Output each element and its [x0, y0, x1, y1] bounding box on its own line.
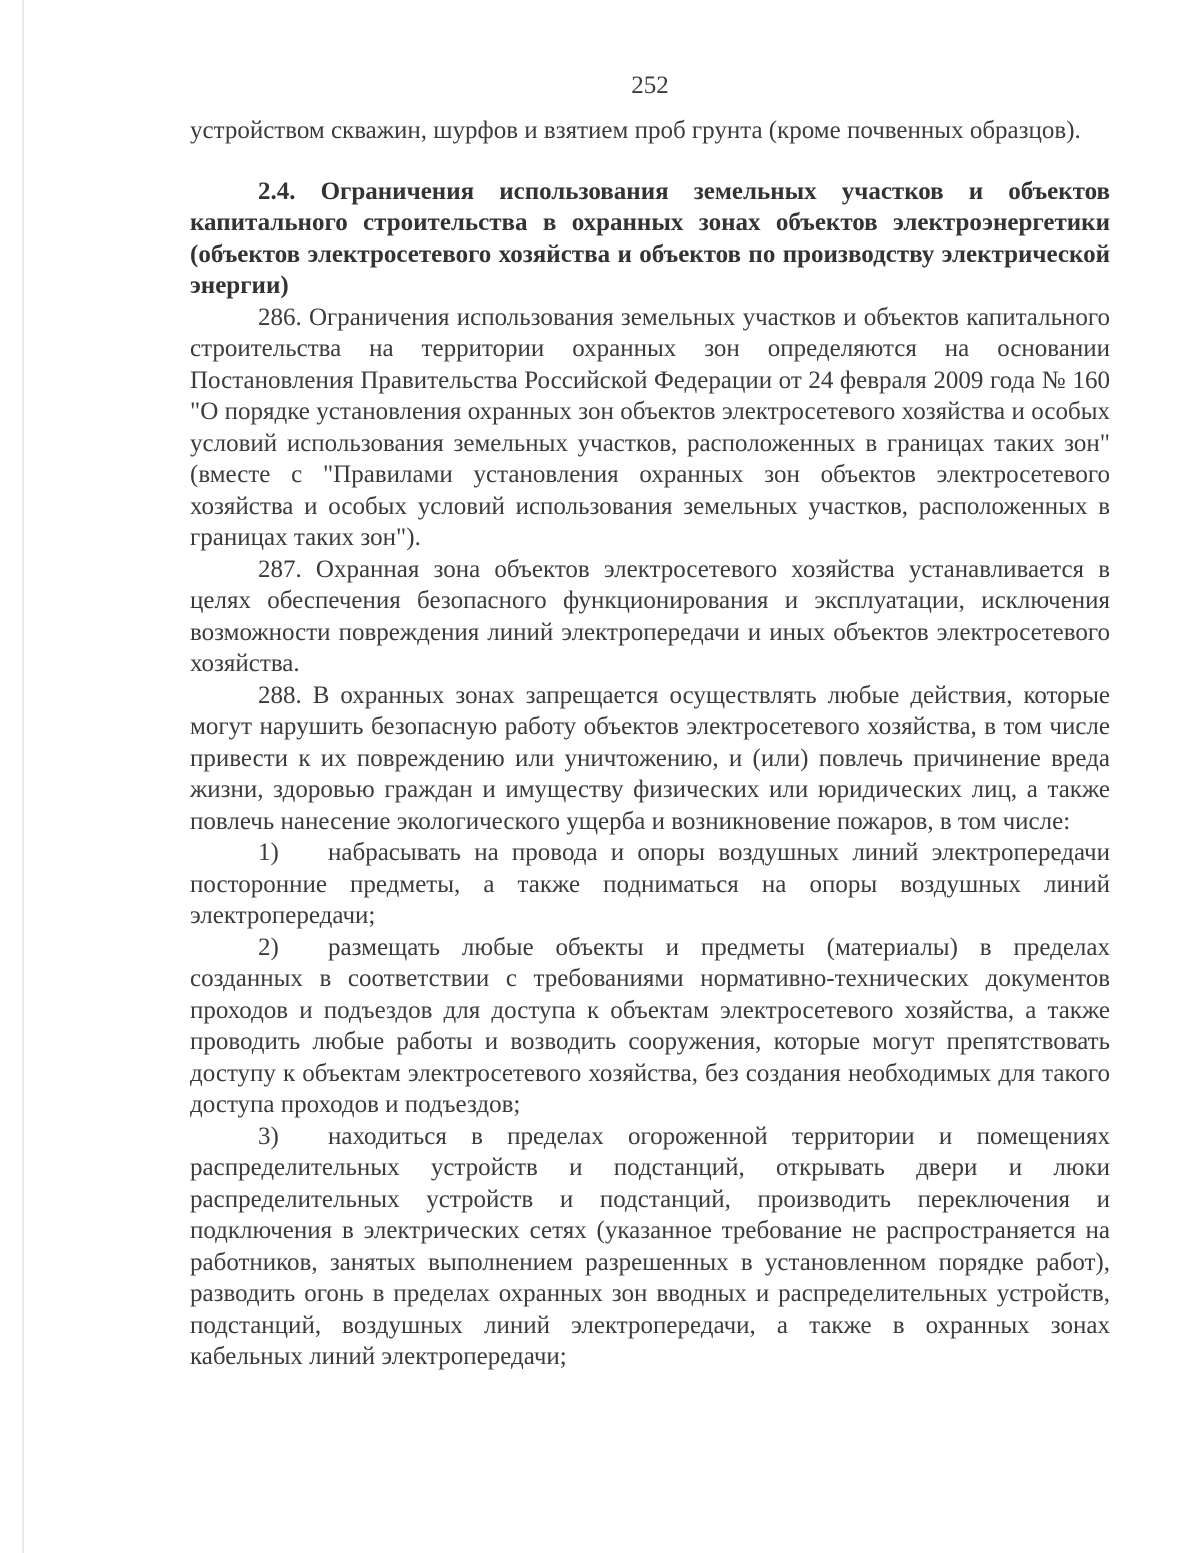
paragraph-286: [190, 302, 1110, 554]
paragraph-288: [190, 680, 1110, 838]
paragraph-287: [190, 554, 1110, 680]
continuation-paragraph: устройством скважин, шурфов и взятием проб грунта (кроме почвенных образцов).: [190, 117, 1081, 144]
section-number: 2.4.: [258, 177, 296, 205]
page-number: 252: [631, 72, 669, 99]
document-page: [190, 70, 1110, 1373]
paragraph-text: Охранная зона объектов электросетевого хозяйства устанавливается в целях обеспечения безопасного функционирования и эксплуатации, исключения возможности повреждения линий электропередачи и иных объектов электросетевого хозяйства.: [190, 555, 1110, 677]
list-item-2: [190, 932, 1110, 1121]
section-title: Ограничения использования земельных участков и объектов капитального строительства в охранных зонах объектов электроэнергетики (объектов электросетевого хозяйства и объектов по производству электрической энергии): [190, 177, 1110, 299]
list-item-text: размещать любые объекты и предметы (материалы) в пределах созданных в соответствии с требованиями нормативно-технических документов проходов и подъездов для доступа к объектам электросетевого хозяйства, а также проводить любые работы и возводить сооружения, которые могут препятствовать доступу к объектам электросетевого хозяйства, без создания необходимых для такого доступа проходов и подъездов;: [190, 933, 1110, 1118]
list-item-1: [190, 837, 1110, 932]
paragraph-number: 287.: [258, 555, 302, 583]
list-item-text: находиться в пределах огороженной территории и помещениях распределительных устройств и подстанций, открывать двери и люки распределительных устройств и подстанций, производить переключения и подключения в электрических сетях (указанное требование не распространяется на работников, занятых выполнением разрешенных в установленном порядке работ), разводить огонь в пределах охранных зон вводных и распределительных устройств, подстанций, воздушных линий электропередачи, а также в охранных зонах кабельных линий электропередачи;: [190, 1122, 1110, 1370]
list-item-number: 1): [258, 839, 279, 866]
paragraph-text: В охранных зонах запрещается осуществлять любые действия, которые могут нарушить безопасную работу объектов электросетевого хозяйства, в том числе привести к их повреждению или уничтожению, и (или) повлечь причинение вреда жизни, здоровью граждан и имуществу физических или юридических лиц, а также повлечь нанесение экологического ущерба и возникновение пожаров, в том числе:: [190, 681, 1110, 835]
page-edge: [22, 0, 24, 1553]
list-item-number: 3): [258, 1122, 279, 1150]
paragraph-text: Ограничения использования земельных участков и объектов капитального строительства на территории охранных зон определяются на основании Постановления Правительства Российской Федерации от 24 февраля 2009 года № 160 "О порядке установления охранных зон объектов электросетевого хозяйства и особых условий использования земельных участков, расположенных в границах таких зон" (вместе с "Правилами установления охранных зон объектов электросетевого хозяйства и особых условий использования земельных участков, расположенных в границах таких зон").: [190, 303, 1111, 551]
list-item-text: набрасывать на провода и опоры воздушных линий электропередачи посторонние предметы, а также подниматься на опоры воздушных линий электропередачи;: [190, 839, 1110, 929]
list-item-number: 2): [258, 933, 279, 961]
paragraph-number: 288.: [258, 681, 302, 709]
section-heading: [190, 176, 1110, 302]
paragraph-number: 286.: [258, 303, 302, 331]
list-item-3: [190, 1121, 1110, 1373]
